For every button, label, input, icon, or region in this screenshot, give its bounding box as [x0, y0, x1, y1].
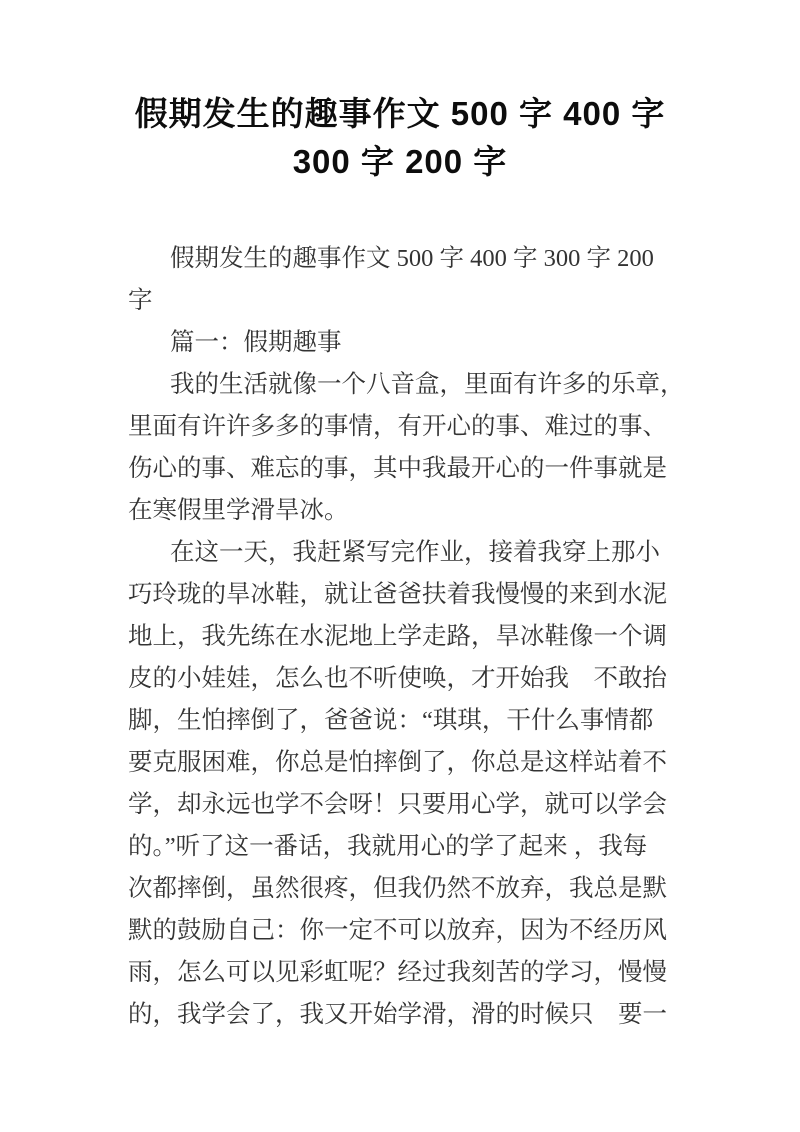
text-line: 雨，怎么可以见彩虹呢？经过我刻苦的学习，慢慢: [128, 959, 667, 986]
text-line: 伤心的事、难忘的事，其中我最开心的一件事就是: [128, 455, 667, 482]
paragraph: [128, 238, 670, 322]
text-line: 学，却永远也学不会呀！只要用心学，就可以学会: [128, 791, 667, 818]
text-line: 次都摔倒，虽然很疼，但我仍然不放弃，我总是默: [128, 875, 667, 902]
text-line: 在这一天，我赶紧写完作业，接着我穿上那小: [170, 539, 660, 566]
text-line: 皮的小娃娃，怎么也不听使唤，才开始我 不敢抬: [128, 665, 667, 692]
title-line: 300 字 200 字: [292, 143, 508, 180]
paragraph: [128, 532, 670, 1036]
text-line: 的。”听了这一番话，我就用心的学了起来 ，我每: [128, 833, 648, 860]
text-line: 默的鼓励自己：你一定不可以放弃，因为不经历风: [128, 917, 667, 944]
text-line: 要克服困难，你总是怕摔倒了，你总是这样站着不: [128, 749, 667, 776]
text-line: 地上，我先练在水泥地上学走路，旱冰鞋像一个调: [128, 623, 667, 650]
text-line: 字: [128, 287, 153, 314]
paragraph: [128, 364, 685, 532]
paragraph: [128, 322, 670, 364]
text-line: 的，我学会了，我又开始学滑，滑的时候只 要一: [128, 1001, 667, 1028]
text-line: 巧玲珑的旱冰鞋，就让爸爸扶着我慢慢的来到水泥: [128, 581, 667, 608]
text-line: 假期发生的趣事作文 500 字 400 字 300 字 200: [170, 245, 654, 272]
text-line: 脚，生怕摔倒了，爸爸说：“琪琪，干什么事情都: [128, 707, 654, 734]
title-line: 假期发生的趣事作文 500 字 400 字: [134, 95, 666, 132]
document-title: [0, 90, 800, 186]
text-line: 里面有许许多多的事情，有开心的事、难过的事、: [128, 413, 667, 440]
text-line: 我的生活就像一个八音盒，里面有许多的乐章，: [170, 371, 685, 398]
text-line: 在寒假里学滑旱冰。: [128, 497, 349, 524]
document-body: [0, 238, 685, 1036]
text-line: 篇一：假期趣事: [170, 329, 342, 356]
